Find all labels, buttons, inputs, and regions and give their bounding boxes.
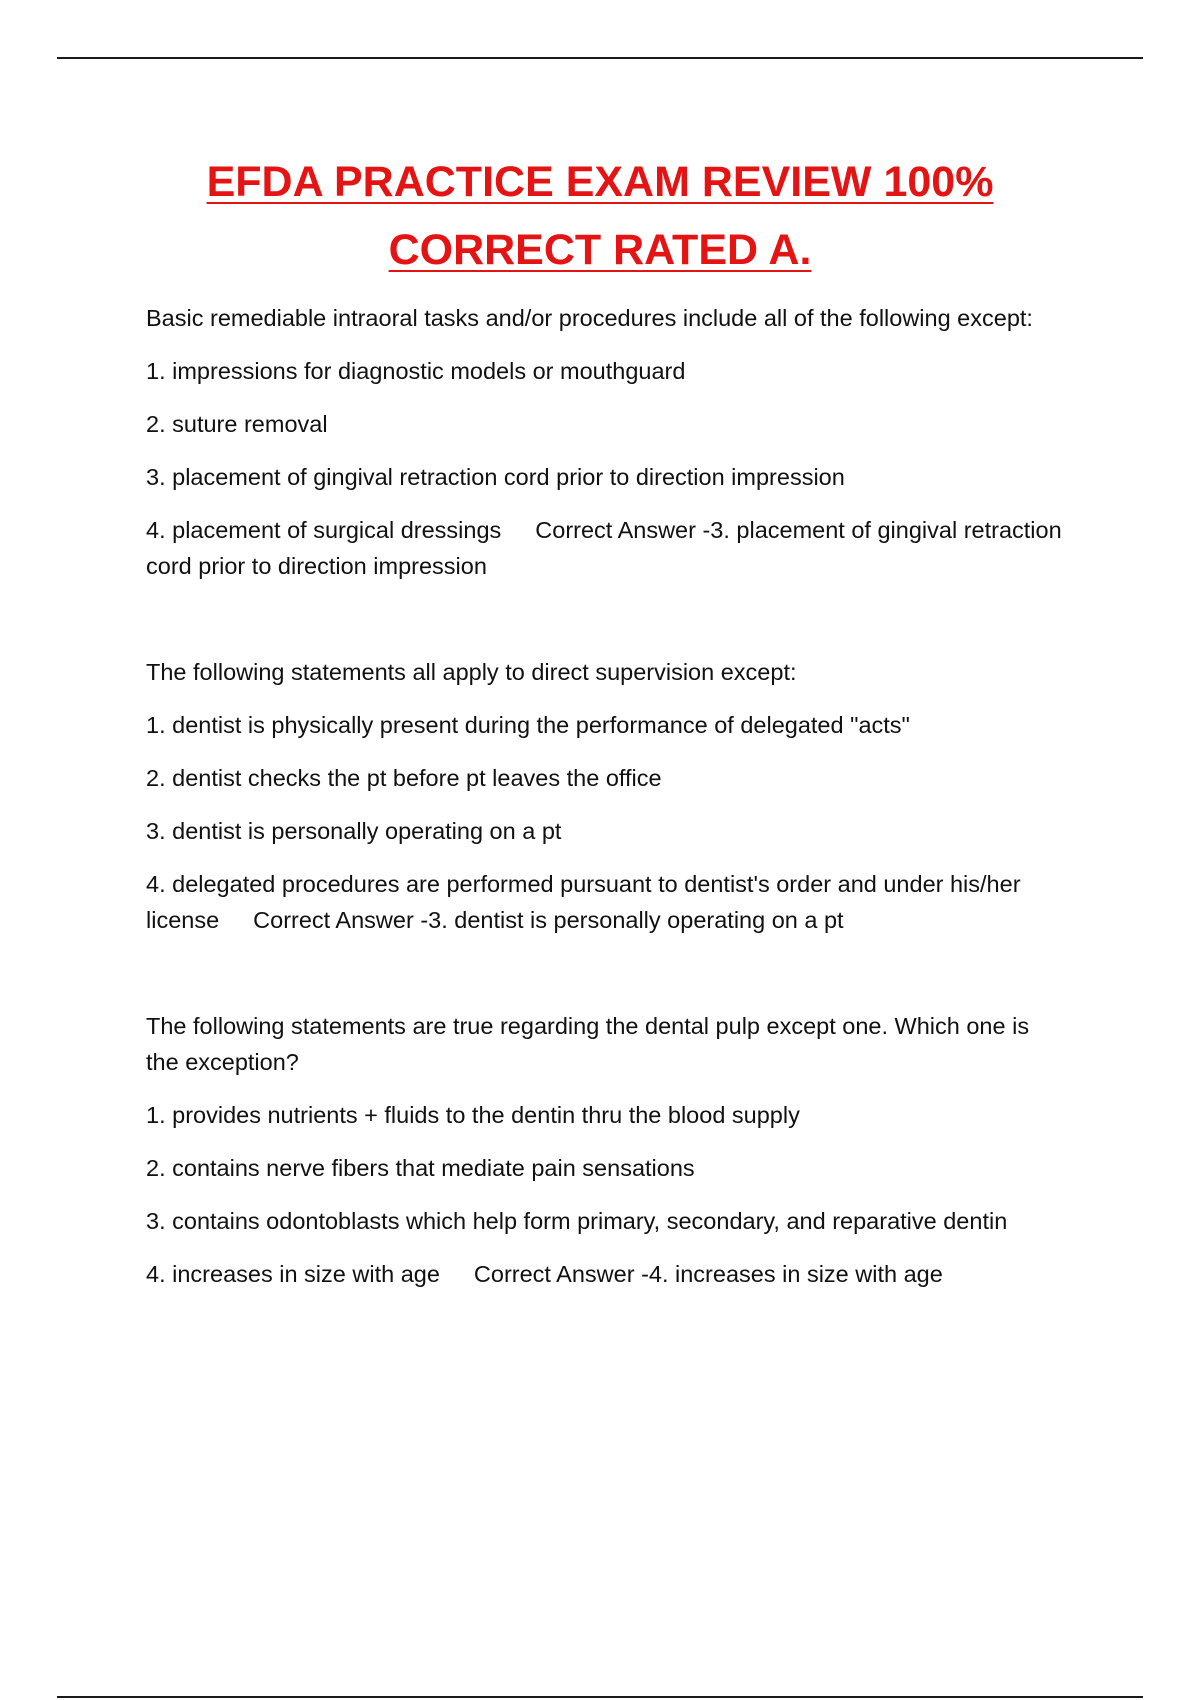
answer-option: 1. impressions for diagnostic models or mouthguard: [146, 358, 686, 384]
document-body: [146, 300, 1066, 1362]
question-text: The following statements are true regarding the dental pulp except one. Which one is the exception?: [146, 1013, 1030, 1075]
answer-option-with-correct-answer: [146, 866, 1066, 938]
question-text: Basic remediable intraoral tasks and/or procedures include all of the following except:: [146, 305, 1033, 331]
answer-option: 3. dentist is personally operating on a pt: [146, 818, 562, 844]
title-line-1: EFDA PRACTICE EXAM REVIEW 100%: [206, 158, 994, 206]
bottom-divider: [57, 1696, 1143, 1698]
correct-answer: Correct Answer -4. increases in size with age: [473, 1261, 943, 1287]
answer-option: 4. placement of surgical dressings: [146, 517, 502, 543]
question-block-3: [146, 1008, 1066, 1292]
answer-option-with-correct-answer: [146, 512, 1066, 584]
answer-option: 4. increases in size with age: [146, 1261, 440, 1287]
answer-option: 3. contains odontoblasts which help form primary, secondary, and reparative dentin: [146, 1208, 1008, 1234]
question-block-2: [146, 654, 1066, 938]
title-line-2: CORRECT RATED A.: [388, 226, 812, 274]
correct-answer: Correct Answer -3. dentist is personally operating on a pt: [253, 907, 844, 933]
top-divider: [57, 57, 1143, 59]
answer-option: 2. dentist checks the pt before pt leaves the office: [146, 765, 662, 791]
answer-option: 1. provides nutrients + fluids to the dentin thru the blood supply: [146, 1102, 800, 1128]
correct-answer: Correct Answer -3. placement of gingival retraction cord prior to direction impression: [146, 517, 1062, 579]
answer-option: 2. contains nerve fibers that mediate pain sensations: [146, 1155, 695, 1181]
answer-option: 1. dentist is physically present during the performance of delegated "acts": [146, 712, 910, 738]
answer-option-with-correct-answer: [146, 1256, 1066, 1292]
document-title: [0, 148, 1200, 284]
question-text: The following statements all apply to direct supervision except:: [146, 659, 797, 685]
answer-option: 3. placement of gingival retraction cord prior to direction impression: [146, 464, 845, 490]
question-block-1: [146, 300, 1066, 584]
answer-option: 2. suture removal: [146, 411, 328, 437]
answer-option: 4. delegated procedures are performed pursuant to dentist's order and under his/her license: [146, 871, 1021, 933]
